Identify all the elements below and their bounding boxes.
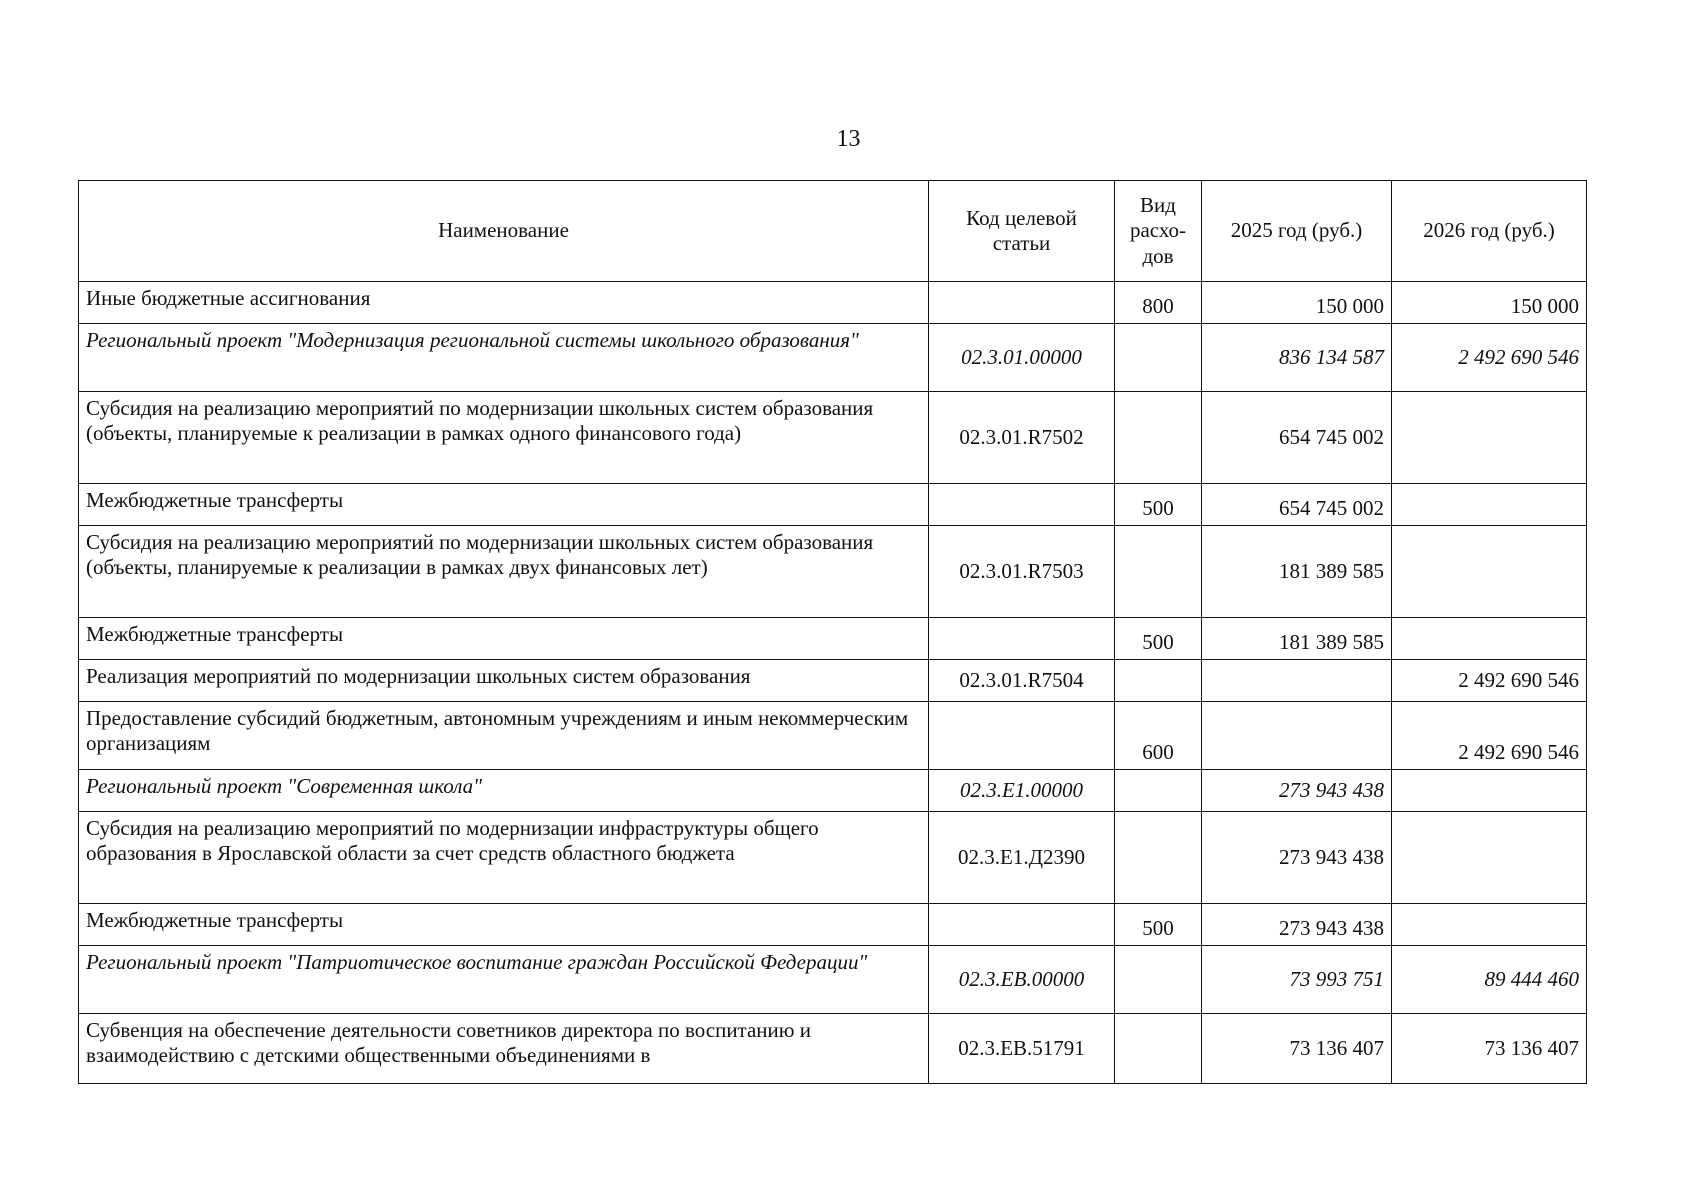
row-code bbox=[929, 618, 1115, 660]
table-row bbox=[79, 484, 1587, 526]
row-amount-2026 bbox=[1392, 484, 1587, 526]
table-row bbox=[79, 1014, 1587, 1084]
table-row bbox=[79, 946, 1587, 1014]
row-amount-2025: 654 745 002 bbox=[1202, 392, 1392, 484]
table-row bbox=[79, 618, 1587, 660]
row-expense-type bbox=[1115, 526, 1202, 618]
row-name: Субсидия на реализацию мероприятий по модернизации школьных систем образования (объекты, планируемые к реализации в рамках двух финансовых лет) bbox=[79, 526, 929, 618]
header-type: Вид расхо-дов bbox=[1115, 181, 1202, 282]
row-amount-2025 bbox=[1202, 702, 1392, 770]
row-expense-type bbox=[1115, 812, 1202, 904]
row-amount-2025 bbox=[1202, 660, 1392, 702]
row-expense-type bbox=[1115, 660, 1202, 702]
header-code: Код целевой статьи bbox=[929, 181, 1115, 282]
row-code: 02.3.E1.Д2390 bbox=[929, 812, 1115, 904]
table-body bbox=[79, 282, 1587, 1084]
row-amount-2026: 2 492 690 546 bbox=[1392, 702, 1587, 770]
row-code: 02.3.01.R7502 bbox=[929, 392, 1115, 484]
table-row bbox=[79, 812, 1587, 904]
row-name: Субсидия на реализацию мероприятий по модернизации школьных систем образования (объекты, планируемые к реализации в рамках одного финансового года) bbox=[79, 392, 929, 484]
row-code bbox=[929, 282, 1115, 324]
row-amount-2025: 181 389 585 bbox=[1202, 526, 1392, 618]
row-name: Субсидия на реализацию мероприятий по модернизации инфраструктуры общего образования в Ярославской области за счет средств областного бюджета bbox=[79, 812, 929, 904]
row-code: 02.3.01.R7503 bbox=[929, 526, 1115, 618]
row-code bbox=[929, 702, 1115, 770]
row-amount-2025: 836 134 587 bbox=[1202, 324, 1392, 392]
row-expense-type: 500 bbox=[1115, 904, 1202, 946]
header-name: Наименование bbox=[79, 181, 929, 282]
row-code bbox=[929, 904, 1115, 946]
row-expense-type: 500 bbox=[1115, 484, 1202, 526]
row-name: Межбюджетные трансферты bbox=[79, 904, 929, 946]
row-amount-2025: 654 745 002 bbox=[1202, 484, 1392, 526]
row-expense-type bbox=[1115, 770, 1202, 812]
row-expense-type bbox=[1115, 946, 1202, 1014]
row-amount-2026 bbox=[1392, 392, 1587, 484]
row-amount-2025: 73 136 407 bbox=[1202, 1014, 1392, 1084]
table-row bbox=[79, 770, 1587, 812]
row-amount-2026: 2 492 690 546 bbox=[1392, 324, 1587, 392]
row-code: 02.3.EB.00000 bbox=[929, 946, 1115, 1014]
row-name: Реализация мероприятий по модернизации школьных систем образования bbox=[79, 660, 929, 702]
row-name: Региональный проект "Современная школа" bbox=[79, 770, 929, 812]
table-row bbox=[79, 702, 1587, 770]
page-number: 13 bbox=[836, 126, 861, 152]
table-row bbox=[79, 324, 1587, 392]
row-code: 02.3.01.R7504 bbox=[929, 660, 1115, 702]
row-amount-2026 bbox=[1392, 812, 1587, 904]
table-row bbox=[79, 660, 1587, 702]
row-amount-2025: 273 943 438 bbox=[1202, 812, 1392, 904]
row-amount-2025: 150 000 bbox=[1202, 282, 1392, 324]
row-amount-2026: 89 444 460 bbox=[1392, 946, 1587, 1014]
row-code: 02.3.01.00000 bbox=[929, 324, 1115, 392]
row-expense-type bbox=[1115, 324, 1202, 392]
table-row bbox=[79, 282, 1587, 324]
row-expense-type: 800 bbox=[1115, 282, 1202, 324]
row-expense-type: 500 bbox=[1115, 618, 1202, 660]
row-amount-2025: 181 389 585 bbox=[1202, 618, 1392, 660]
row-expense-type bbox=[1115, 392, 1202, 484]
row-amount-2026 bbox=[1392, 770, 1587, 812]
row-name: Региональный проект "Модернизация региональной системы школьного образования" bbox=[79, 324, 929, 392]
row-amount-2026: 73 136 407 bbox=[1392, 1014, 1587, 1084]
row-amount-2026 bbox=[1392, 904, 1587, 946]
row-name: Предоставление субсидий бюджетным, автономным учреждениям и иным некоммерческим организациям bbox=[79, 702, 929, 770]
row-amount-2026: 2 492 690 546 bbox=[1392, 660, 1587, 702]
row-code: 02.3.E1.00000 bbox=[929, 770, 1115, 812]
row-code bbox=[929, 484, 1115, 526]
row-amount-2026 bbox=[1392, 526, 1587, 618]
header-2026: 2026 год (руб.) bbox=[1392, 181, 1587, 282]
row-amount-2026 bbox=[1392, 618, 1587, 660]
table-row bbox=[79, 526, 1587, 618]
row-amount-2025: 73 993 751 bbox=[1202, 946, 1392, 1014]
budget-table bbox=[78, 180, 1587, 1084]
table-row bbox=[79, 392, 1587, 484]
row-amount-2025: 273 943 438 bbox=[1202, 904, 1392, 946]
row-name: Межбюджетные трансферты bbox=[79, 618, 929, 660]
header-2025: 2025 год (руб.) bbox=[1202, 181, 1392, 282]
row-code: 02.3.EB.51791 bbox=[929, 1014, 1115, 1084]
row-expense-type: 600 bbox=[1115, 702, 1202, 770]
row-amount-2025: 273 943 438 bbox=[1202, 770, 1392, 812]
row-name: Региональный проект "Патриотическое воспитание граждан Российской Федерации" bbox=[79, 946, 929, 1014]
row-name: Межбюджетные трансферты bbox=[79, 484, 929, 526]
row-expense-type bbox=[1115, 1014, 1202, 1084]
row-name: Субвенция на обеспечение деятельности советников директора по воспитанию и взаимодействию с детскими общественными объединениями в bbox=[79, 1014, 929, 1084]
row-name: Иные бюджетные ассигнования bbox=[79, 282, 929, 324]
table-row bbox=[79, 904, 1587, 946]
table-header-row bbox=[79, 181, 1587, 282]
row-amount-2026: 150 000 bbox=[1392, 282, 1587, 324]
